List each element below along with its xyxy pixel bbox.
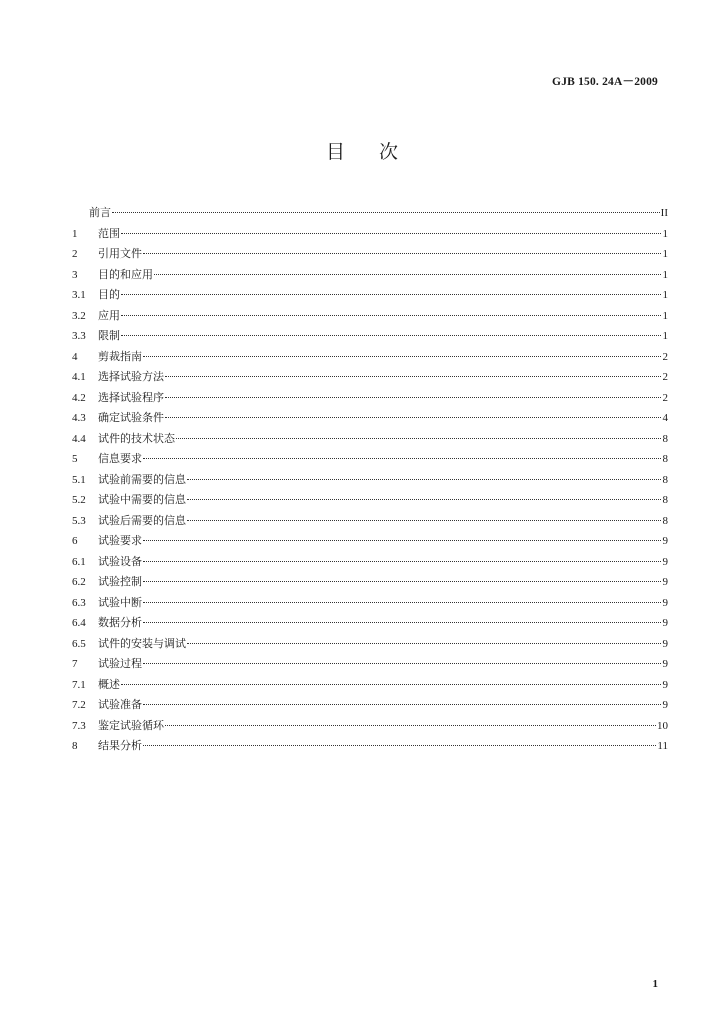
toc-dot-leader	[165, 417, 661, 418]
toc-entry-label: 试验准备	[98, 698, 142, 711]
toc-entry[interactable]	[72, 531, 668, 552]
toc-entry-number: 3.3	[72, 330, 86, 342]
toc-entry-label: 选择试验方法	[98, 370, 164, 383]
toc-entry-page: 9	[662, 658, 668, 670]
toc-entry[interactable]	[72, 224, 668, 245]
toc-entry[interactable]	[72, 265, 668, 286]
toc-entry-label: 鉴定试验循环	[98, 718, 164, 732]
toc-dot-leader	[143, 253, 661, 254]
standard-code-header: GJB 150. 24A－2009	[552, 76, 658, 88]
toc-entry-number: 8	[72, 740, 78, 752]
toc-entry[interactable]	[72, 347, 668, 368]
toc-dot-leader	[143, 602, 661, 603]
toc-entry-label: 限制	[98, 329, 120, 342]
toc-entry-number: 5.1	[72, 473, 86, 486]
toc-dot-leader	[143, 704, 661, 705]
toc-entry-label: 确定试验条件	[98, 411, 164, 424]
toc-dot-leader	[165, 725, 656, 726]
toc-entry-label: 试验前需要的信息	[98, 472, 186, 486]
toc-entry-label: 试件的技术状态	[98, 431, 175, 445]
toc-entry-label: 范围	[98, 226, 120, 240]
toc-entry[interactable]	[72, 511, 668, 532]
toc-dot-leader	[165, 376, 661, 377]
toc-dot-leader	[121, 294, 661, 295]
toc-entry-label: 数据分析	[98, 616, 142, 629]
toc-entry-number: 4.1	[72, 371, 86, 383]
toc-entry-label: 目的和应用	[98, 267, 153, 281]
toc-entry-number: 4.3	[72, 412, 86, 424]
toc-entry-label: 试验中需要的信息	[98, 493, 186, 506]
toc-dot-leader	[143, 561, 661, 562]
toc-entry[interactable]	[72, 634, 668, 655]
toc-entry-page: 9	[662, 637, 668, 650]
toc-dot-leader	[187, 520, 661, 521]
toc-entry-label: 目的	[98, 288, 120, 301]
toc-entry[interactable]	[72, 408, 668, 429]
toc-dot-leader	[121, 684, 661, 685]
toc-entry-page: 9	[662, 678, 668, 691]
toc-entry[interactable]	[72, 429, 668, 450]
toc-entry-label: 引用文件	[98, 247, 142, 260]
toc-entry-label: 应用	[98, 308, 120, 322]
toc-entry-number: 7.1	[72, 678, 86, 691]
toc-entry-page: 9	[662, 535, 668, 547]
toc-entry[interactable]	[72, 654, 668, 675]
toc-entry-number: 7	[72, 658, 78, 670]
toc-entry-label: 剪裁指南	[98, 349, 142, 363]
toc-entry[interactable]	[72, 306, 668, 327]
toc-entry-page: 8	[662, 432, 668, 445]
toc-dot-leader	[143, 745, 656, 746]
toc-dot-leader	[176, 438, 661, 439]
toc-entry[interactable]	[72, 244, 668, 265]
toc-dot-leader	[112, 212, 660, 213]
page-number: 1	[652, 978, 658, 990]
toc-entry[interactable]	[72, 449, 668, 470]
toc-entry-page: II	[660, 207, 668, 219]
toc-entry-number: 2	[72, 248, 78, 260]
toc-dot-leader	[154, 274, 661, 275]
toc-entry-page: 1	[662, 309, 668, 322]
toc-entry-number: 6.1	[72, 555, 86, 568]
toc-list	[72, 203, 668, 757]
toc-entry[interactable]	[72, 572, 668, 593]
toc-entry-page: 8	[662, 453, 668, 465]
toc-entry[interactable]	[72, 470, 668, 491]
toc-entry[interactable]	[72, 490, 668, 511]
toc-entry-label: 试验后需要的信息	[98, 513, 186, 527]
toc-dot-leader	[143, 458, 661, 459]
toc-entry-label: 试验要求	[98, 534, 142, 547]
toc-entry-label: 试验过程	[98, 657, 142, 670]
toc-entry-label: 试验中断	[98, 595, 142, 609]
toc-entry-number: 6.5	[72, 637, 86, 650]
toc-entry-page: 10	[657, 719, 668, 732]
toc-entry-number: 5.3	[72, 514, 86, 527]
toc-dot-leader	[121, 335, 661, 336]
toc-entry[interactable]	[72, 675, 668, 696]
toc-entry-page: 4	[662, 412, 668, 424]
toc-dot-leader	[187, 479, 661, 480]
toc-entry-number: 7.3	[72, 719, 86, 732]
toc-entry[interactable]	[72, 285, 668, 306]
toc-entry[interactable]	[72, 613, 668, 634]
toc-entry-number: 1	[72, 227, 78, 240]
toc-entry-page: 9	[662, 617, 668, 629]
toc-dot-leader	[143, 540, 661, 541]
toc-entry-number: 4.4	[72, 432, 86, 445]
toc-entry-number: 6.4	[72, 617, 86, 629]
toc-entry-page: 2	[662, 350, 668, 363]
toc-entry-number: 7.2	[72, 699, 86, 711]
toc-entry-number: 3.2	[72, 309, 86, 322]
toc-dot-leader	[187, 499, 661, 500]
toc-entry-label: 信息要求	[98, 452, 142, 465]
toc-entry-number: 6.2	[72, 576, 86, 588]
toc-dot-leader	[143, 622, 661, 623]
toc-entry-label: 选择试验程序	[98, 390, 164, 404]
toc-entry[interactable]	[72, 388, 668, 409]
toc-entry-page: 11	[657, 740, 668, 752]
toc-entry[interactable]	[72, 326, 668, 347]
toc-entry-page: 1	[662, 248, 668, 260]
toc-entry[interactable]	[72, 552, 668, 573]
toc-entry[interactable]	[72, 716, 668, 737]
toc-entry-number: 6	[72, 535, 78, 547]
toc-title: 目次	[325, 141, 432, 163]
toc-entry[interactable]	[72, 695, 668, 716]
toc-dot-leader	[143, 581, 661, 582]
toc-entry-number: 6.3	[72, 596, 86, 609]
toc-entry-page: 8	[662, 514, 668, 527]
toc-entry-number: 4	[72, 350, 78, 363]
toc-entry-label: 结果分析	[98, 739, 142, 752]
toc-entry-label: 试件的安装与调试	[98, 636, 186, 650]
toc-entry-page: 1	[662, 330, 668, 342]
toc-entry-page: 8	[662, 473, 668, 486]
toc-entry-number: 5	[72, 453, 78, 465]
toc-entry[interactable]	[72, 736, 668, 757]
toc-entry-number: 4.2	[72, 391, 86, 404]
toc-entry-number: 5.2	[72, 494, 86, 506]
toc-entry[interactable]	[72, 203, 668, 224]
toc-entry-page: 9	[662, 555, 668, 568]
toc-entry-page: 1	[662, 289, 668, 301]
toc-dot-leader	[143, 356, 661, 357]
toc-entry-page: 1	[662, 227, 668, 240]
toc-dot-leader	[143, 663, 661, 664]
toc-entry-page: 8	[662, 494, 668, 506]
toc-entry-number: 3	[72, 268, 78, 281]
toc-entry-page: 2	[662, 391, 668, 404]
toc-entry-page: 9	[662, 576, 668, 588]
toc-entry-label: 试验控制	[98, 575, 142, 588]
toc-dot-leader	[121, 315, 661, 316]
toc-entry-label: 前言	[89, 206, 111, 219]
toc-dot-leader	[187, 643, 661, 644]
toc-entry[interactable]	[72, 593, 668, 614]
toc-entry-page: 9	[662, 699, 668, 711]
toc-entry-page: 9	[662, 596, 668, 609]
toc-dot-leader	[165, 397, 661, 398]
toc-entry-label: 概述	[98, 677, 120, 691]
toc-dot-leader	[121, 233, 661, 234]
toc-entry-page: 2	[662, 371, 668, 383]
toc-entry-label: 试验设备	[98, 554, 142, 568]
toc-entry-number: 3.1	[72, 289, 86, 301]
toc-entry[interactable]	[72, 367, 668, 388]
toc-entry-page: 1	[662, 268, 668, 281]
